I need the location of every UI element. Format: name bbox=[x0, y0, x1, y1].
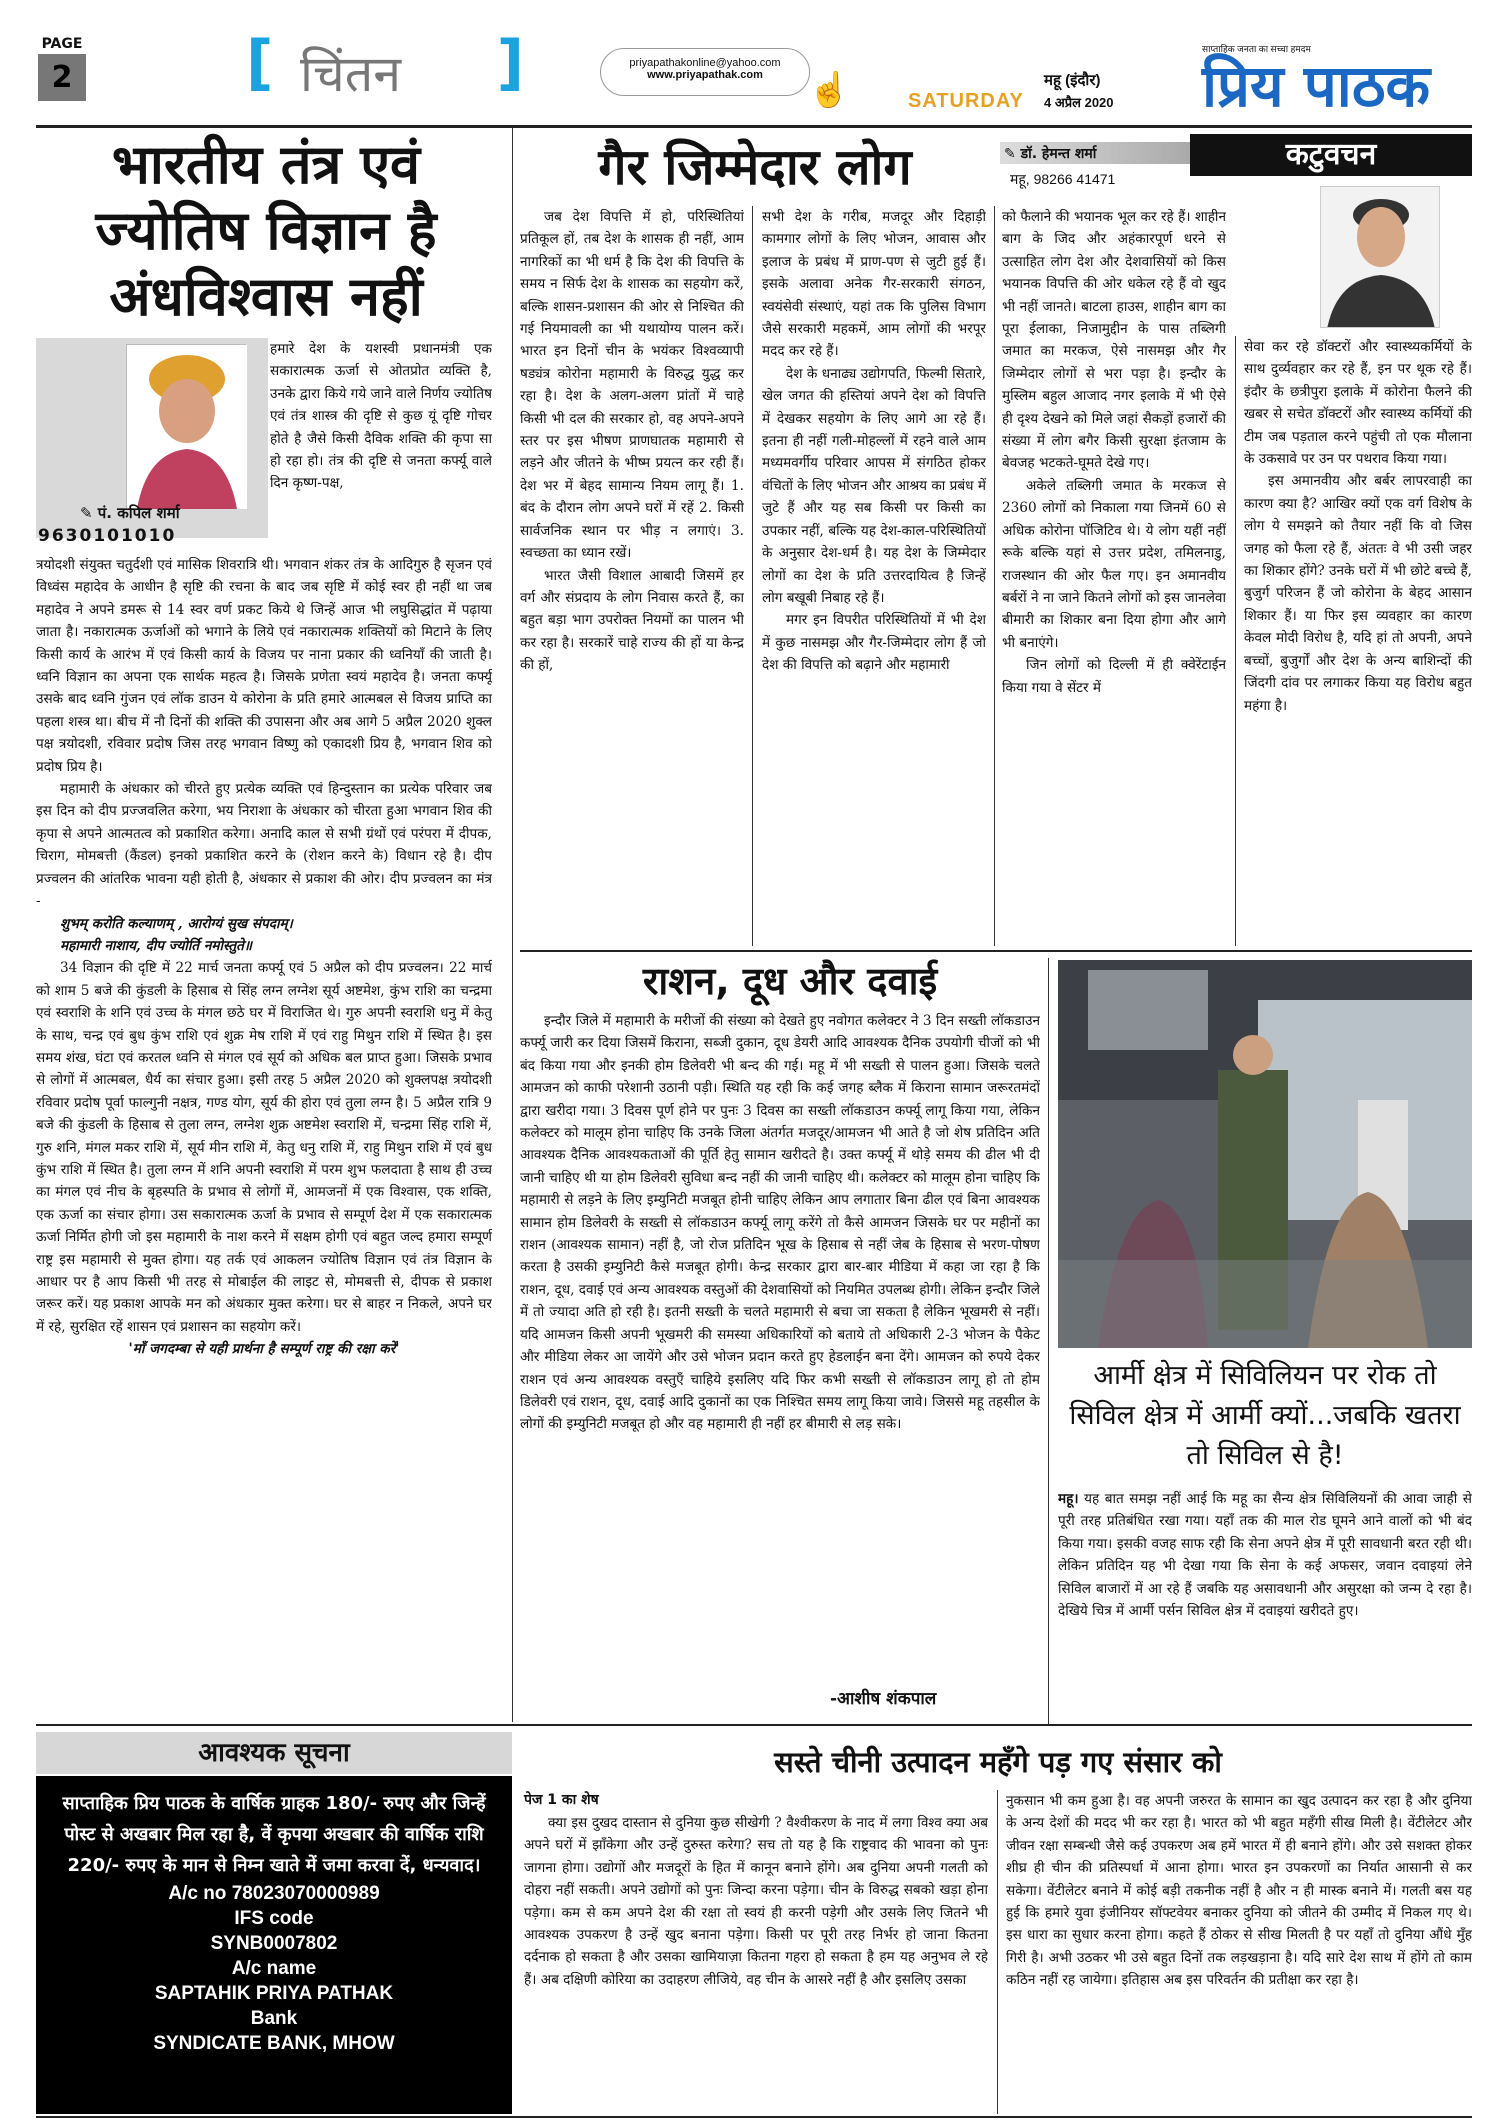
header-rule bbox=[36, 125, 1472, 128]
masthead bbox=[1202, 42, 1472, 120]
account-name-label: A/c name bbox=[231, 1958, 317, 1979]
masthead-tagline: साप्ताहिक जनता का सच्चा हमदम bbox=[1202, 44, 1311, 54]
article1-phone: 9630101010 bbox=[38, 526, 177, 546]
article4-body: महू। यह बात समझ नहीं आई कि महू का सैन्य क्षेत्र सिविलियनों की आवा जाही से पूरी तरह प्रतिबंधित रखा गया। यहाँ तक की माल रोड घूमने आने वालों को भी बंद किया गया। इसकी वजह साफ रही कि सेना अपने क्षेत्र में पूरी सावधानी बरत रही थी। लेकिन प्रतिदिन यह भी देखा गया कि सेना के कई अफसर, जवान दवाइयां लेने सिविल बाजारों में आ रहे हैं जबकि यह असावधानी और असुरक्षा को जन्म दे रहा है। देखिये चित्र में आर्मी पर्सन सिविल क्षेत्र में दवाइयां खरीदते हुए। bbox=[1058, 1491, 1472, 1620]
shloka-line1: शुभम् करोति कल्याणम् , आरोग्यं सुख संपदाम्। bbox=[60, 915, 293, 932]
article1-closing: 'माँ जगदम्बा से यही प्रार्थना है सम्पूर्ण राष्ट्र की रक्षा करें' bbox=[128, 1341, 400, 1358]
right-bracket-icon: ] bbox=[496, 28, 524, 98]
bank-name: SYNDICATE BANK, MHOW bbox=[153, 2033, 395, 2054]
column-city-phone: महू, 98266 41471 bbox=[1010, 171, 1116, 187]
author-photo-hemant bbox=[1320, 186, 1440, 328]
column-author: ✎ डॉ. हेमन्त शर्मा bbox=[1004, 146, 1097, 162]
article2-divider-1 bbox=[752, 206, 753, 946]
left-bracket-icon: [ bbox=[246, 28, 274, 98]
bank-label: Bank bbox=[250, 2008, 298, 2029]
article5-col2: नुकसान भी कम हुआ है। वह अपनी जरुरत के सामान का खुद उत्पादन कर रहा है और दुनिया के अन्य देशों की मदद भी कर रहा है। भारत को भी बहुत महँगी सीख मिली है। वेंटीलेटर और जीवन रक्षा सम्बन्धी जैसे कई उपकरण अब हमें भारत में ही बनाने होंगे। और उसे सशक्त होकर शीघ्र ही चीन की प्रतिस्पर्धा में आना होगा। भारत इन उपकरणों का निर्यात आसानी से कर सकेगा। वेंटीलेटर बनाने में कोई बड़ी तकनीक नहीं है और न ही मास्क बनाने में। गलती बस यह हुई कि हमारे युवा इंजीनियर सॉफ्टवेयर बनाकर दुनिया को जीतने की उम्मीद में निकल गए थे। इस धारा का सुधार करना होगा। कहते हैं ठोकर से सीख मिलती है पर यहाँ तो दुनिया औंधे मुँह गिरी है। अभी उठकर भी उसे बहुत दिनों तक लड़खड़ाना है। यदि सारे देश साथ में होंगे तो काम कठिन नहीं रह जायेगा। इतिहास अब इस परिवर्तन की प्रतीक्षा कर रहा है। bbox=[1006, 1793, 1472, 1989]
article1-intro: हमारे देश के यशस्वी प्रधानमंत्री एक सकारात्मक ऊर्जा से ओतप्रोत व्यक्ति है, उनके द्वारा किये गये जाने वाले निर्णय ज्योतिष एवं तंत्र शास्त्र की दृष्टि से कुछ यूं दृष्टि गोचर होते है जैसे किसी दैविक शक्ति की कृपा सा हो रहा हो। तंत्र की दृष्टि से जनता कर्फ्यू वाले दिन कृष्ण-पक्ष, bbox=[270, 341, 492, 492]
email[interactable]: priyapathakonline@yahoo.com bbox=[629, 57, 781, 69]
article1-author: ✎ पं. कपिल शर्मा bbox=[80, 504, 180, 522]
article3-author: -आशीष शंकपाल bbox=[830, 1689, 937, 1709]
army-pharmacy-photo bbox=[1058, 960, 1472, 1348]
lower-section-rule bbox=[36, 1724, 1472, 1726]
article5-title: सस्ते चीनी उत्पादन महँगे पड़ गए संसार को bbox=[774, 1745, 1222, 1779]
contact-box bbox=[600, 48, 810, 96]
continued-label: पेज 1 का शेष bbox=[524, 1792, 599, 1808]
article2-col1: जब देश विपत्ति में हो, परिस्थितियां प्रतिकूल हों, तब देश के शासक ही नहीं, आम नागरिकों का भी धर्म है कि देश की विपत्ति के समय न सिर्फ देश के शासक का सहयोग करें, बल्कि शासन-प्रशासन की ओर से निश्चित की गई नियमावली का भी यथायोग्य पालन करें। भारत इन दिनों चीन के भयंकर विश्वव्यापी षड्यंत्र कोरोना महामारी के विरुद्ध युद्ध कर रहा है। देश के अलग-अलग प्रांतों में चाहे किसी भी दल की सरकार हो, वह अपने-अपने स्तर पर इस भीषण प्राणघातक महामारी से लड़ने और जीतने के भीष्म प्रयत्न कर रही हैं। देश भर में बेहद सामान्य नियम लागू हैं। 1. बंद के दौरान लोग अपने घरों में रहें 2. किसी सार्वजनिक स्थान पर भीड़ न लगाएं। 3. स्वच्छता का ध्यान रखें। भारत जैसी विशाल आबादी जिसमें हर वर्ग और संप्रदाय के लोग निवास करते हैं, का बहुत बड़ा भाग उपरोक्त नियमों का पालन भी कर रहा है। सरकारें चाहे राज्य की हों या केन्द्र की हों, bbox=[520, 209, 744, 674]
ifs-code: SYNB0007802 bbox=[210, 1933, 338, 1954]
masthead-title: प्रिय पाठक bbox=[1202, 52, 1431, 120]
notice-title: आवश्यक सूचना bbox=[36, 1732, 512, 1774]
page-number: 2 bbox=[38, 54, 86, 101]
article2-divider-3 bbox=[1235, 336, 1236, 946]
account-number: A/c no 78023070000989 bbox=[168, 1883, 380, 1904]
shloka-line2: महामारी नाशाय, दीप ज्योर्ति नमोस्तुते॥ bbox=[60, 937, 253, 954]
city: महू (इंदौर) bbox=[1044, 72, 1101, 89]
column-label: कटुवचन bbox=[1190, 134, 1472, 176]
article3-title: राशन, दूध और दवाई bbox=[642, 959, 938, 1003]
article2-title: गैर जिम्मेदार लोग bbox=[598, 138, 912, 196]
ifs-label: IFS code bbox=[234, 1908, 314, 1929]
pointing-hand-icon: ☝ bbox=[808, 70, 851, 110]
article4-lead: महू। bbox=[1058, 1491, 1079, 1507]
page-number-box bbox=[38, 36, 86, 101]
article4-title: आर्मी क्षेत्र में सिविलियन पर रोक तो सिविल क्षेत्र में आर्मी क्यों...जबकि खतरा तो सिविल से है! bbox=[1069, 1360, 1461, 1471]
notice-box bbox=[36, 1776, 512, 2114]
notice-text: साप्ताहिक प्रिय पाठक के वार्षिक ग्राहक 180/- रुपए और जिन्हें पोस्ट से अखबार मिल रहा है, वें कृपया अखबार की वार्षिक राशि 220/- रुपए के मान से निम्न खाते में जमा करवा दें, धन्यवाद। bbox=[62, 1793, 486, 1876]
issue-date: 4 अप्रैल 2020 bbox=[1044, 95, 1114, 110]
article1-body: त्रयोदशी संयुक्त चतुर्दशी एवं मासिक शिवरात्रि थी। भगवान शंकर तंत्र के आदिगुरु है सृजन एवं विध्वंस महादेव के आधीन है सृष्टि की रचना के बाद जब सृष्टि में कोई स्वर ही नहीं था जब महादेव ने अपने डमरू से 14 स्वर वर्ण प्रकट किये थे जिन्हें आज भी लघुसिद्धांत में पढ़ाया जाता है। नकारात्मक ऊर्जाओं को भगाने के लिये एवं नकारात्मक शक्तियों को मिटाने के लिए किसी कार्य के आरंभ में एवं किसी कार्य के विजय पर नाना प्रकार की ध्वनियाँ की जाती है। ध्वनि विज्ञान का अपना एक सार्थक महत्व है। जिसके प्रणेता स्वयं महादेव है। जनता कर्फ्यू उसके बाद ध्वनि गुंजन एवं लॉक डाउन ये कोरोना के प्रति हमारे आत्मबल से विजय प्राप्ति का पहला शस्त्र था। बीच में नौ दिनों की शक्ति की उपासना और अब आगे 5 अप्रैल 2020 शुक्ल पक्ष त्रयोदशी, रविवार प्रदोष जिस तरह भगवान विष्णु को एकादशी प्रिय है, भगवान शिव को प्रदोष प्रिय है। महामारी के अंधकार को चीरते हुए प्रत्येक व्यक्ति एवं हिन्दुस्तान का प्रत्येक परिवार जब इस दिन को दीप प्रज्जवलित करेगा, भय निराशा के अंधकार को चीरता हुआ भगवान शिव की कृपा से अपने आत्मतत्व को प्रकाशित करेगा। अनादि काल से सभी ग्रंथों एवं परंपरा में दीपक, चिराग, मोमबत्ती (कैंडल) इनको प्रकाशित करने के (रोशन करने के) विधान रहे है। दीप प्रज्वलन की आंतरिक भावना यही होती है, अंधकार से प्रकाश की ओर। दीप प्रज्वलन का मंत्र - शुभम् करोति कल्याणम् , आरोग्यं सुख संपदाम्। महामारी नाशाय, दीप ज्योर्ति नमोस्तुते॥ 34 विज्ञान की दृष्टि में 22 मार्च जनता कर्फ्यू एवं 5 अप्रैल को दीप प्रज्वलन। 22 मार्च को शाम 5 बजे की कुंडली के हिसाब से सिंह लग्न लग्नेश सूर्य अष्टमेश, कुंभ राशि का चन्द्रमा एवं स्वराशि के शनि एवं उच्च के मंगल छठे घर में विराजित थे। गुरु अपनी स्वराशि धनु में केतु के साथ, चन्द्र एवं बुध कुंभ राशि एवं शुक्र मेष राशि में एवं राहु मिथुन राशि में स्थित है। इस समय शंख, घंटा एवं करतल ध्वनि से मंगल एवं सूर्य को अधिक बल प्राप्त हुआ। जिसके प्रभाव से लोगों में आत्मबल, धैर्य का संचार हुआ। इसी तरह 5 अप्रैल 2020 को शुक्लपक्ष त्रयोदशी रविवार प्रदोष पूर्वा फाल्गुनी नक्षत्र, गण्ड योग, सूर्य की होरा एवं तुला लग्न है। 5 अप्रैल रात्रि 9 बजे की कुंडली के हिसाब से तुला लग्न, लग्नेश शुक्र अष्टमेश स्वराशि में, चन्द्रमा सिंह राशि में, गुरु शनि, मंगल मकर राशि में, सूर्य मीन राशि में, केतु धनु राशि में, राहु मिथुन राशि में एवं बुध कुंभ राशि में स्थित है। तुला लग्न में शनि अपनी स्वराशि में परम शुभ फलदाता है साथ ही उच्च का मंगल एवं नीच के बृहस्पति के प्रभाव से लोगों में, आमजनों में एक विश्वास, एक शक्ति, एक ऊर्जा का संचार होगा। उस सकारात्मक ऊर्जा के प्रभाव से सम्पूर्ण देश में एक सकारात्मक ऊर्जा निर्मित होगी जो इस महामारी के नाश करने में सक्षम होगी एवं बहुत जल्द हमारा सम्पूर्ण राष्ट्र इस महामारी से मुक्त होगा। यह तर्क एवं आकलन ज्योतिष विज्ञान एवं तंत्र विज्ञान के आधार पर है आप किसी भी तरह से मोबाईल की लाइट से, मोमबत्ती से, दीपक से प्रकाश जरूर करें। यह प्रकाश आपके मन को अंधकार मुक्त करेगा। घर से बाहर न निकले, अपने घर में रहे, सुरक्षित रहें शासन एवं प्रशासन का सहयोग करें। 'माँ जगदम्बा से यही प्रार्थना है सम्पूर्ण राष्ट्र की रक्षा करें' bbox=[36, 554, 492, 1724]
article2-divider-2 bbox=[994, 206, 995, 946]
website[interactable]: www.priyapathak.com bbox=[647, 69, 763, 81]
page-label: PAGE bbox=[41, 36, 83, 52]
article3-body: इन्दौर जिले में महामारी के मरीजों की संख्या को देखते हुए नवोगत कलेक्टर ने 3 दिन सख्ती लॉकडाउन कर्फ्यू जारी कर दिया जिसमें किराना, सब्जी दुकान, दूध डेयरी आदि आवश्यक दैनिक उपयोगी चीजों को भी बंद किया गया और इनकी होम डिलेवरी भी बन्द की गई। महू में भी सख्ती से पालन हुआ। जिसके चलते आमजन को काफी परेशानी उठानी पड़ी। स्थिति यह रही कि कई जगह ब्लैक में किराना सामान जरूरतमंदों द्वारा खरीदा गया। 3 दिवस पूर्ण होने पर पुनः 3 दिवस का सख्ती लॉकडाउन कर्फ्यू लागू किया गया, लेकिन कलेक्टर को मालूम होना चाहिए कि उनके जिला अंतर्गत मजदूर/आमजन भी आते है जो शेष प्रतिदिन अति आवश्यक दैनिक आवश्यकताओं की पूर्ति हेतु सामान खरीदते है। उक्त कर्फ्यू में थोड़े समय की ढील भी दी जानी चाहिए थी या होम डिलेवरी सुविधा बन्द नहीं की जानी चाहिए थी। कलेक्टर को मालूम होना चाहिए कि महामारी से लड़ने के लिए इम्युनिटी मजबूत होनी चाहिए लेकिन आप लगातार बिना ढील एवं बिना आवश्यक सामान होम डिलेवरी के सख्ती से लॉकडाउन कर्फ्यू लागू करेंगे तो कैसे आमजन जिसके घर पर महीनों का राशन (आवश्यक सामान) नहीं है, जो रोज प्रतिदिन भूख के हिसाब से नहीं जेब के हिसाब से भरण-पोषण करता है उसकी इम्युनिटी कैसे मजबूत होगी। केन्द्र सरकार द्वारा बार-बार मीडिया में कहा जा रहा है कि राशन, दूध, दवाई एवं अन्य आवश्यक वस्तुओं की देशवासियों को नियमित उपलब्ध होगी। लेकिन इन्दौर जिले में तो ज्यादा अति हो रही है। इतनी सख्ती के चलते महामारी से बचा जा सकता है लेकिन भूखमरी से नहीं। यदि आमजन किसी अपनी भूखमरी की समस्या अधिकारियों को बताये तो अधिकारी 2-3 भोजन के पैकेट और मीडिया लेकर आ जायेंगे और उसे भोजन प्रदान करते हुए हेडलाईन बना देंगे। आमजन को रुपये देकर राशन एवं अन्य आवश्यक वस्तुएँ चाहिये इसलिए यदि फिर कभी सख्ती से लॉकडाउन लागू हो तो होम डिलेवरी एवं राशन, दूध, दवाई आदि दुकानों का एक निश्चित समय लागू किया जावे। जिससे महू तहसील के लोगों की इम्युनिटी मजबूत हो और वह महामारी ही नहीं हर बीमारी से लड़ सके। bbox=[520, 1013, 1040, 1433]
section-title: [ चिंतन ] bbox=[246, 28, 524, 103]
day-label: SATURDAY bbox=[908, 90, 1024, 112]
article5-col1: क्या इस दुखद दास्तान से दुनिया कुछ सीखेगी ? वैश्वीकरण के नाद में लगा विश्व क्या अब अपने घरों में झाँकेगा और उन्हें दुरुस्त करेगा? सच तो यह है कि राष्ट्रवाद की भावना को पुनः जागना होगा। उद्योगों और मजदूरों के हित में कानून बनाने होंगे। अब दुनिया अपनी गलती को दोहरा नहीं सकती। अपने उद्योगों को पुनः जिन्दा करना पड़ेगा। चीन के विरुद्ध सबको खड़ा होना पड़ेगा। कम से कम अपने देश की रक्षा तो स्वयं ही करनी पड़ेगी और उसके लिए जितने भी आवश्यक उपकरण है उन्हें खुद बनाना पड़ेगा। किसी पर पूरी तरह निर्भर हो जाना कितना दर्दनाक हो सकता है और उसका खामियाज़ा कितना गहरा हो सकता है हम यह अनुभव ले रहे हैं। अब दक्षिणी कोरिया का उदाहरण लीजिये, वह चीन के आसरे नहीं है और इसलिए उसका bbox=[524, 1815, 988, 1988]
photo-divider bbox=[1048, 958, 1049, 1724]
article2-col2: सभी देश के गरीब, मजदूर और दिहाड़ी कामगार लोगों के लिए भोजन, आवास और इलाज के प्रबंध में प्राण-पण से जुटी हुई हैं। इसके अलावा अनेक गैर-सरकारी संगठन, स्वयंसेवी संस्थाएं, यहां तक कि पुलिस विभाग जैसे सरकारी महकमें, आम लोगों की भरपूर मदद कर रहे हैं। देश के धनाढ्य उद्योगपति, फिल्मी सितारे, खेल जगत की हस्तियां अपने देश को विपत्ति में देखकर सहयोग के लिए आगे आ रहे हैं। इतना ही नहीं गली-मोहल्लों में रहने वाले आम मध्यमवर्गीय परिवार आपस में संगठित होकर वंचितों के लिए भोजन और आश्रय का प्रबंध में जुटे हैं और यह सब किसी पर किसी का उपकार नहीं, बल्कि यह देश-काल-परिस्थितियों के अनुसार देश-धर्म है। यह देश के जिम्मेदार लोगों का देश के प्रति उत्तरदायित्व है जिन्हें लोग बखूबी निबाह रहे हैं। मगर इन विपरीत परिस्थितियों में भी देश में कुछ नासमझ और गैर-जिम्मेदार लोग हैं जो देश की विपत्ति को बढ़ाने और महामारी bbox=[762, 209, 986, 674]
article5-divider bbox=[997, 1790, 998, 2114]
article2-bottom-rule bbox=[520, 950, 1472, 952]
date-block bbox=[1044, 70, 1114, 114]
article2-col4: सेवा कर रहे डॉक्टरों और स्वास्थ्यकर्मियों के साथ दुर्व्यवहार कर रहे हैं, इन पर थूक रहे हैं। इंदौर के छत्रीपुरा इलाके में कोरोना फैलने की खबर से सचेत डॉक्टरों और स्वास्थ्य कर्मियों की टीम जब पड़ताल करने पहुंची तो एक मौलाना के उकसावे पर उन पर पथराव किया गया। इस अमानवीय और बर्बर लापरवाही का कारण क्या है? आखिर क्यों एक वर्ग विशेष के लोग ये समझने को तैयार नहीं कि वो जिस जगह को फैला रहे हैं, अंततः वे भी उसी जहर का शिकार होंगे? उनके घरों में भी छोटे बच्चे हैं, बुजुर्ग परिजन हैं जो कोरोना के बेहद आसान शिकार हैं। या फिर इस व्यवहार का कारण केवल मोदी विरोध है, यदि हां तो अपनी, अपने बच्चों, बुजुर्गों और देश के अन्य बाशिन्दों की जिंदगी दांव पर लगाकर किया यह विरोध बहुत महंगा है। bbox=[1244, 339, 1472, 714]
account-name: SAPTAHIK PRIYA PATHAK bbox=[154, 1983, 394, 2004]
column-divider bbox=[512, 128, 513, 1722]
article1-title: भारतीय तंत्र एवं ज्योतिष विज्ञान है अंधविश्वास नहीं bbox=[95, 133, 437, 328]
footer-rule bbox=[36, 2116, 1472, 2118]
article2-col3: को फैलाने की भयानक भूल कर रहे हैं। शाहीन बाग के जिद और अहंकारपूर्ण धरने से उत्साहित लोग देश और देशवासियों को किस भयानक विपत्ति की ओर धकेल रहे हैं वो खुद भी नहीं जानते। बाटला हाउस, शाहीन बाग का पूरा ईलाका, निजामुद्दीन के पास तब्लिगी जमात का मरकज, ऐसे नासमझ और गैर जिम्मेदार लोगों से भरा पड़ा है। इन्दौर के मुस्लिम बहुल आजाद नगर इलाके में भी ऐसे ही दृश्य देखने को मिले जहां सैकड़ों हजारों की संख्या में लोग बगैर किसी सुरक्षा इंतजाम के बेवजह भटकते-घूमते देखे गए। अकेले तब्लिगी जमात के मरकज से 2360 लोगों को निकाला गया जिनमें 60 से अधिक कोरोना पॉजिटिव थे। ये लोग यहीं नहीं रूके बल्कि यहां से उत्तर प्रदेश, तमिलनाडु, राजस्थान की ओर फैल गए। इन अमानवीय बर्बरों ने ना जाने कितने लोगों को इस जानलेवा बीमारी का शिकार बना दिया होगा और आगे भी बनाएंगे। जिन लोगों को दिल्ली में ही क्वेरेंटाईन किया गया वे सेंटर में bbox=[1002, 209, 1226, 696]
